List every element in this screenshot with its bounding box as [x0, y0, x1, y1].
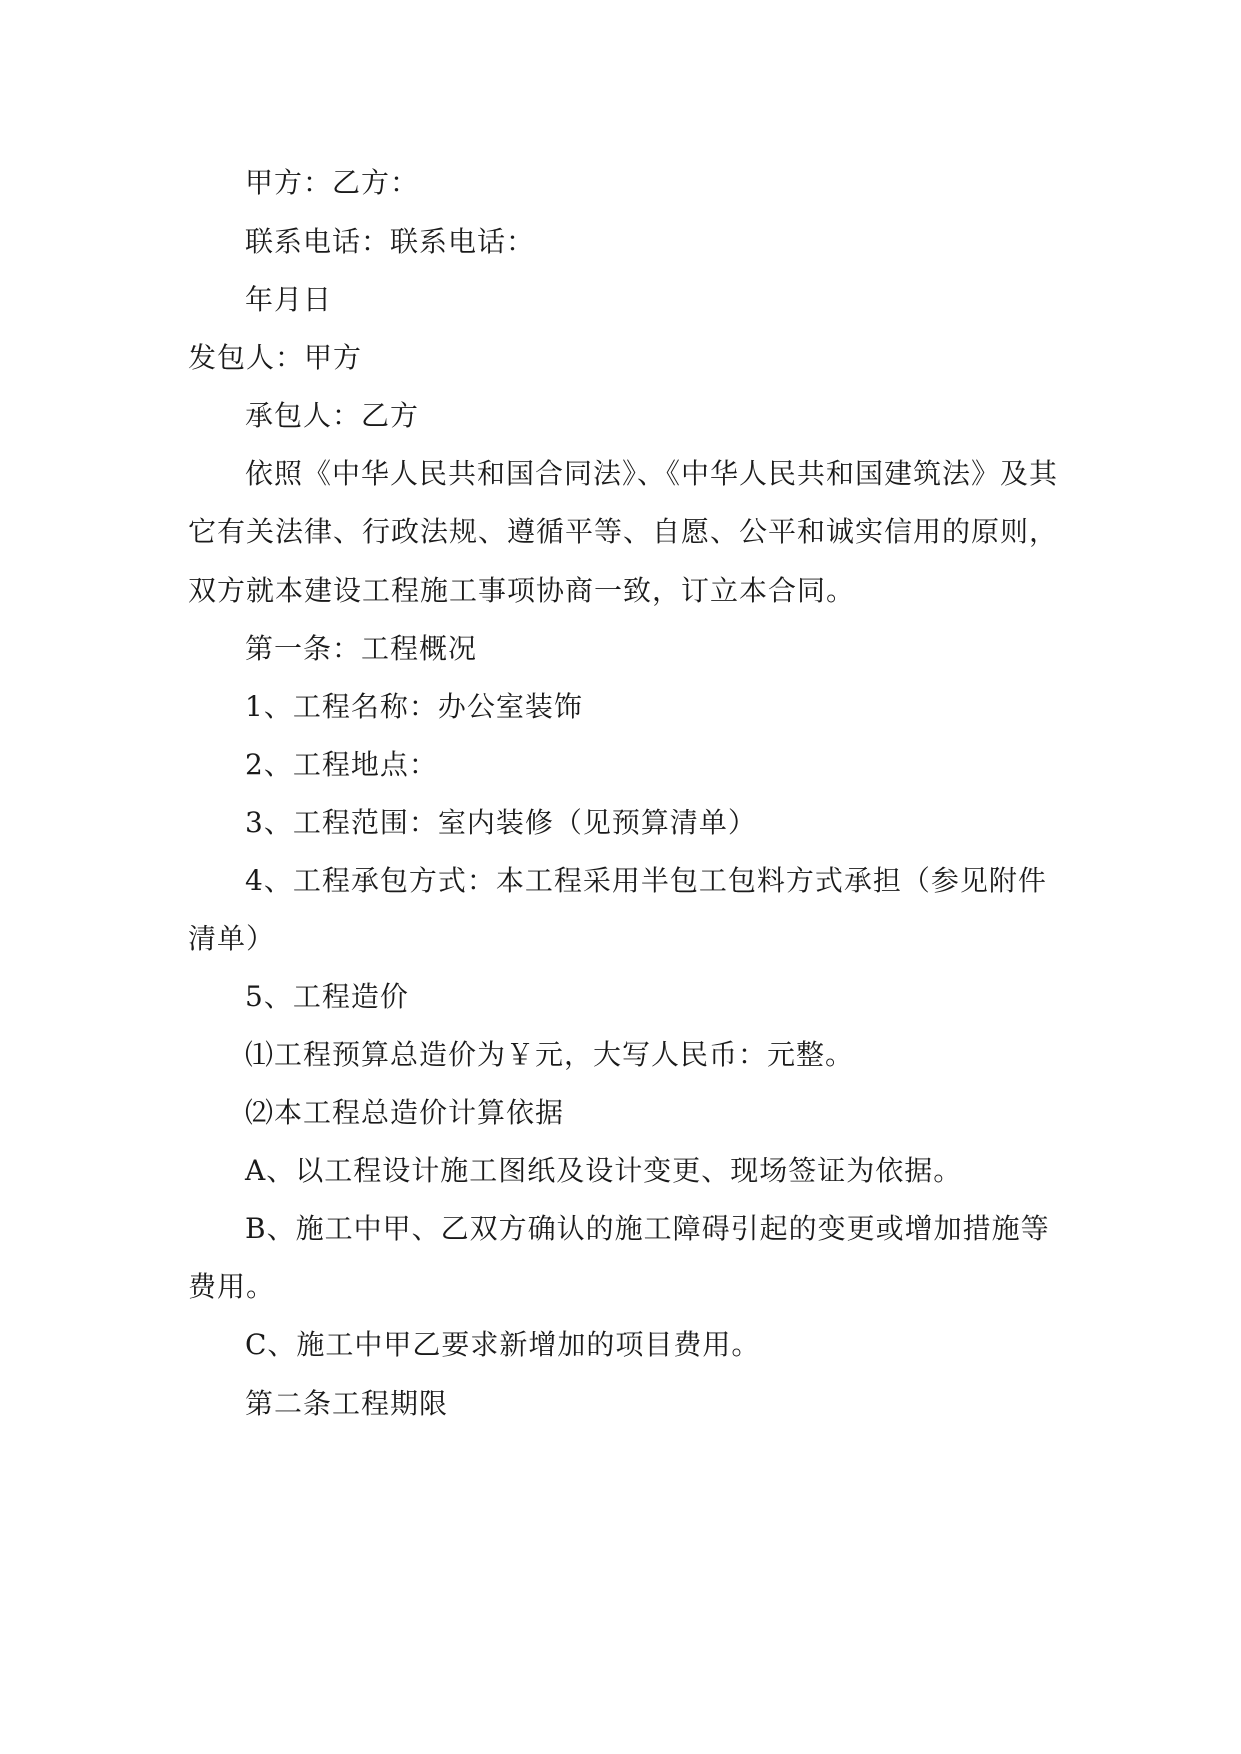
employer-line: 发包人：甲方 — [188, 341, 363, 374]
basis-a: A、以工程设计施工图纸及设计变更、现场签证为依据。 — [245, 1154, 963, 1187]
sub-item-2: ⑵本工程总造价计算依据 — [245, 1096, 565, 1129]
article-2-heading: 第二条工程期限 — [245, 1387, 449, 1420]
contractor-line: 承包人：乙方 — [245, 399, 420, 432]
item-4-line-1: 4、工程承包方式：本工程采用半包工包料方式承担（参见附件 — [245, 864, 1047, 897]
basis-b-line-1: B、施工中甲、乙双方确认的施工障碍引起的变更或增加措施等 — [245, 1212, 1050, 1245]
phone-line: 联系电话：联系电话： — [245, 225, 536, 258]
basis-c: C、施工中甲乙要求新增加的项目费用。 — [245, 1328, 761, 1361]
article-1-heading: 第一条：工程概况 — [245, 632, 478, 665]
preamble-line-1: 依照《中华人民共和国合同法》、《中华人民共和国建筑法》及其 — [245, 457, 1059, 490]
date-line: 年月日 — [245, 283, 333, 316]
item-2: 2、工程地点： — [245, 748, 438, 781]
sub-item-1: ⑴工程预算总造价为￥元，大写人民币：元整。 — [245, 1038, 855, 1071]
item-4-line-2: 清单） — [188, 922, 276, 955]
item-5: 5、工程造价 — [245, 980, 409, 1013]
item-1: 1、工程名称：办公室装饰 — [245, 690, 583, 723]
preamble-line-3: 双方就本建设工程施工事项协商一致，订立本合同。 — [188, 574, 856, 607]
basis-b-line-2: 费用。 — [188, 1270, 276, 1303]
party-line: 甲方：乙方： — [245, 166, 420, 199]
preamble-line-2: 它有关法律、行政法规、遵循平等、自愿、公平和诚实信用的原则， — [188, 515, 1059, 548]
item-3: 3、工程范围：室内装修（见预算清单） — [245, 806, 757, 839]
